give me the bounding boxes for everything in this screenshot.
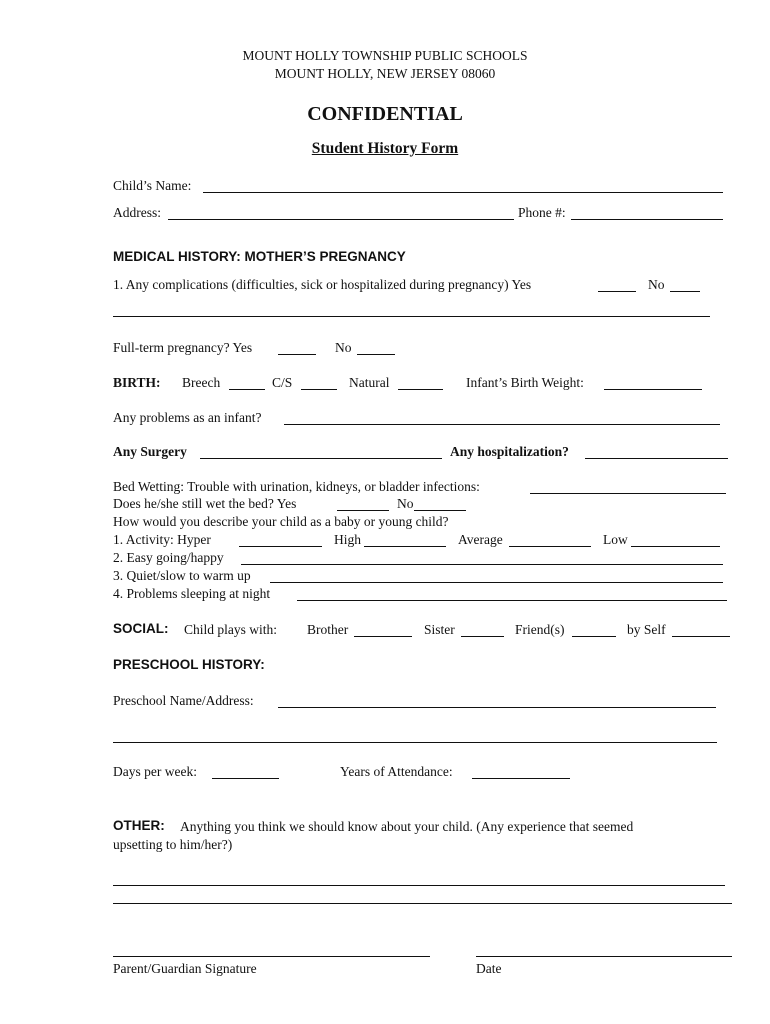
complications-details-field[interactable] <box>113 316 710 317</box>
childs-name-field[interactable] <box>203 192 723 193</box>
brother-field[interactable] <box>354 636 412 637</box>
surgery-label: Any Surgery <box>113 444 187 459</box>
address-field[interactable] <box>168 219 514 220</box>
parent-signature-label: Parent/Guardian Signature <box>113 961 257 976</box>
parent-signature-field[interactable] <box>113 956 430 957</box>
days-per-week-field[interactable] <box>212 778 279 779</box>
preschool-heading: PRESCHOOL HISTORY: <box>113 657 265 672</box>
natural-label: Natural <box>349 375 390 390</box>
medical-history-heading: MEDICAL HISTORY: MOTHER’S PREGNANCY <box>113 249 406 264</box>
high-label: High <box>334 532 361 547</box>
preschool-address-field[interactable] <box>113 742 717 743</box>
other-heading: OTHER: <box>113 818 165 833</box>
birth-weight-field[interactable] <box>604 389 702 390</box>
describe-label: How would you describe your child as a baby or young child? <box>113 514 449 529</box>
preschool-name-field[interactable] <box>278 707 716 708</box>
social-heading: SOCIAL: <box>113 621 169 636</box>
birth-label: BIRTH: <box>113 375 161 390</box>
infant-problems-label: Any problems as an infant? <box>113 410 262 425</box>
form-title: Student History Form <box>311 140 459 157</box>
friends-field[interactable] <box>572 636 616 637</box>
natural-field[interactable] <box>398 389 443 390</box>
cs-field[interactable] <box>301 389 337 390</box>
complications-no-label: No <box>648 277 665 292</box>
address-label: Address: <box>113 205 161 220</box>
quiet-label: 3. Quiet/slow to warm up <box>113 568 251 583</box>
fullterm-no-label: No <box>335 340 352 355</box>
other-text-line1: Anything you think we should know about your child. (Any experience that seemed <box>180 819 634 834</box>
confidential-title: CONFIDENTIAL <box>307 103 463 125</box>
complications-question: 1. Any complications (difficulties, sick or hospitalized during pregnancy) Yes <box>113 277 532 292</box>
other-text-line2: upsetting to him/her?) <box>113 837 233 852</box>
days-per-week-label: Days per week: <box>113 764 197 779</box>
sleep-problems-label: 4. Problems sleeping at night <box>113 586 271 601</box>
fullterm-yes-field[interactable] <box>278 354 316 355</box>
easy-going-field[interactable] <box>241 564 723 565</box>
date-label: Date <box>476 961 502 976</box>
easy-going-label: 2. Easy going/happy <box>113 550 224 565</box>
quiet-field[interactable] <box>270 582 723 583</box>
school-address: MOUNT HOLLY, NEW JERSEY 08060 <box>274 66 496 81</box>
phone-label: Phone #: <box>518 205 566 220</box>
infant-problems-field[interactable] <box>284 424 720 425</box>
self-field[interactable] <box>672 636 730 637</box>
cs-label: C/S <box>272 375 293 390</box>
fullterm-no-field[interactable] <box>357 354 395 355</box>
activity-low-field[interactable] <box>631 546 720 547</box>
years-attendance-label: Years of Attendance: <box>340 764 453 779</box>
self-label: by Self <box>627 622 666 637</box>
hospitalization-label: Any hospitalization? <box>450 444 569 459</box>
still-wet-yes-field[interactable] <box>337 510 389 511</box>
date-field[interactable] <box>476 956 732 957</box>
other-field-line2[interactable] <box>113 903 732 904</box>
activity-average-field[interactable] <box>509 546 591 547</box>
years-attendance-field[interactable] <box>472 778 570 779</box>
other-field-line1[interactable] <box>113 885 725 886</box>
activity-hyper-field[interactable] <box>239 546 322 547</box>
bedwetting-field[interactable] <box>530 493 726 494</box>
preschool-name-label: Preschool Name/Address: <box>113 693 254 708</box>
friends-label: Friend(s) <box>515 622 565 637</box>
sister-label: Sister <box>424 622 455 637</box>
low-label: Low <box>603 532 628 547</box>
brother-label: Brother <box>307 622 349 637</box>
sleep-problems-field[interactable] <box>297 600 727 601</box>
childs-name-label: Child’s Name: <box>113 178 192 193</box>
plays-with-label: Child plays with: <box>184 622 278 637</box>
hospitalization-field[interactable] <box>585 458 728 459</box>
average-label: Average <box>458 532 503 547</box>
complications-no-field[interactable] <box>670 291 700 292</box>
still-wet-no-field[interactable] <box>414 510 466 511</box>
sister-field[interactable] <box>461 636 504 637</box>
fullterm-label: Full-term pregnancy? Yes <box>113 340 253 355</box>
activity-label: 1. Activity: Hyper <box>113 532 211 547</box>
birth-weight-label: Infant’s Birth Weight: <box>466 375 584 390</box>
still-wet-no-label: No <box>397 496 414 511</box>
phone-field[interactable] <box>571 219 723 220</box>
complications-yes-field[interactable] <box>598 291 636 292</box>
activity-high-field[interactable] <box>364 546 446 547</box>
breech-field[interactable] <box>229 389 265 390</box>
still-wet-label: Does he/she still wet the bed? Yes <box>113 496 297 511</box>
bedwetting-label: Bed Wetting: Trouble with urination, kidneys, or bladder infections: <box>113 479 480 494</box>
school-name: MOUNT HOLLY TOWNSHIP PUBLIC SCHOOLS <box>242 48 528 63</box>
surgery-field[interactable] <box>200 458 442 459</box>
breech-label: Breech <box>182 375 221 390</box>
